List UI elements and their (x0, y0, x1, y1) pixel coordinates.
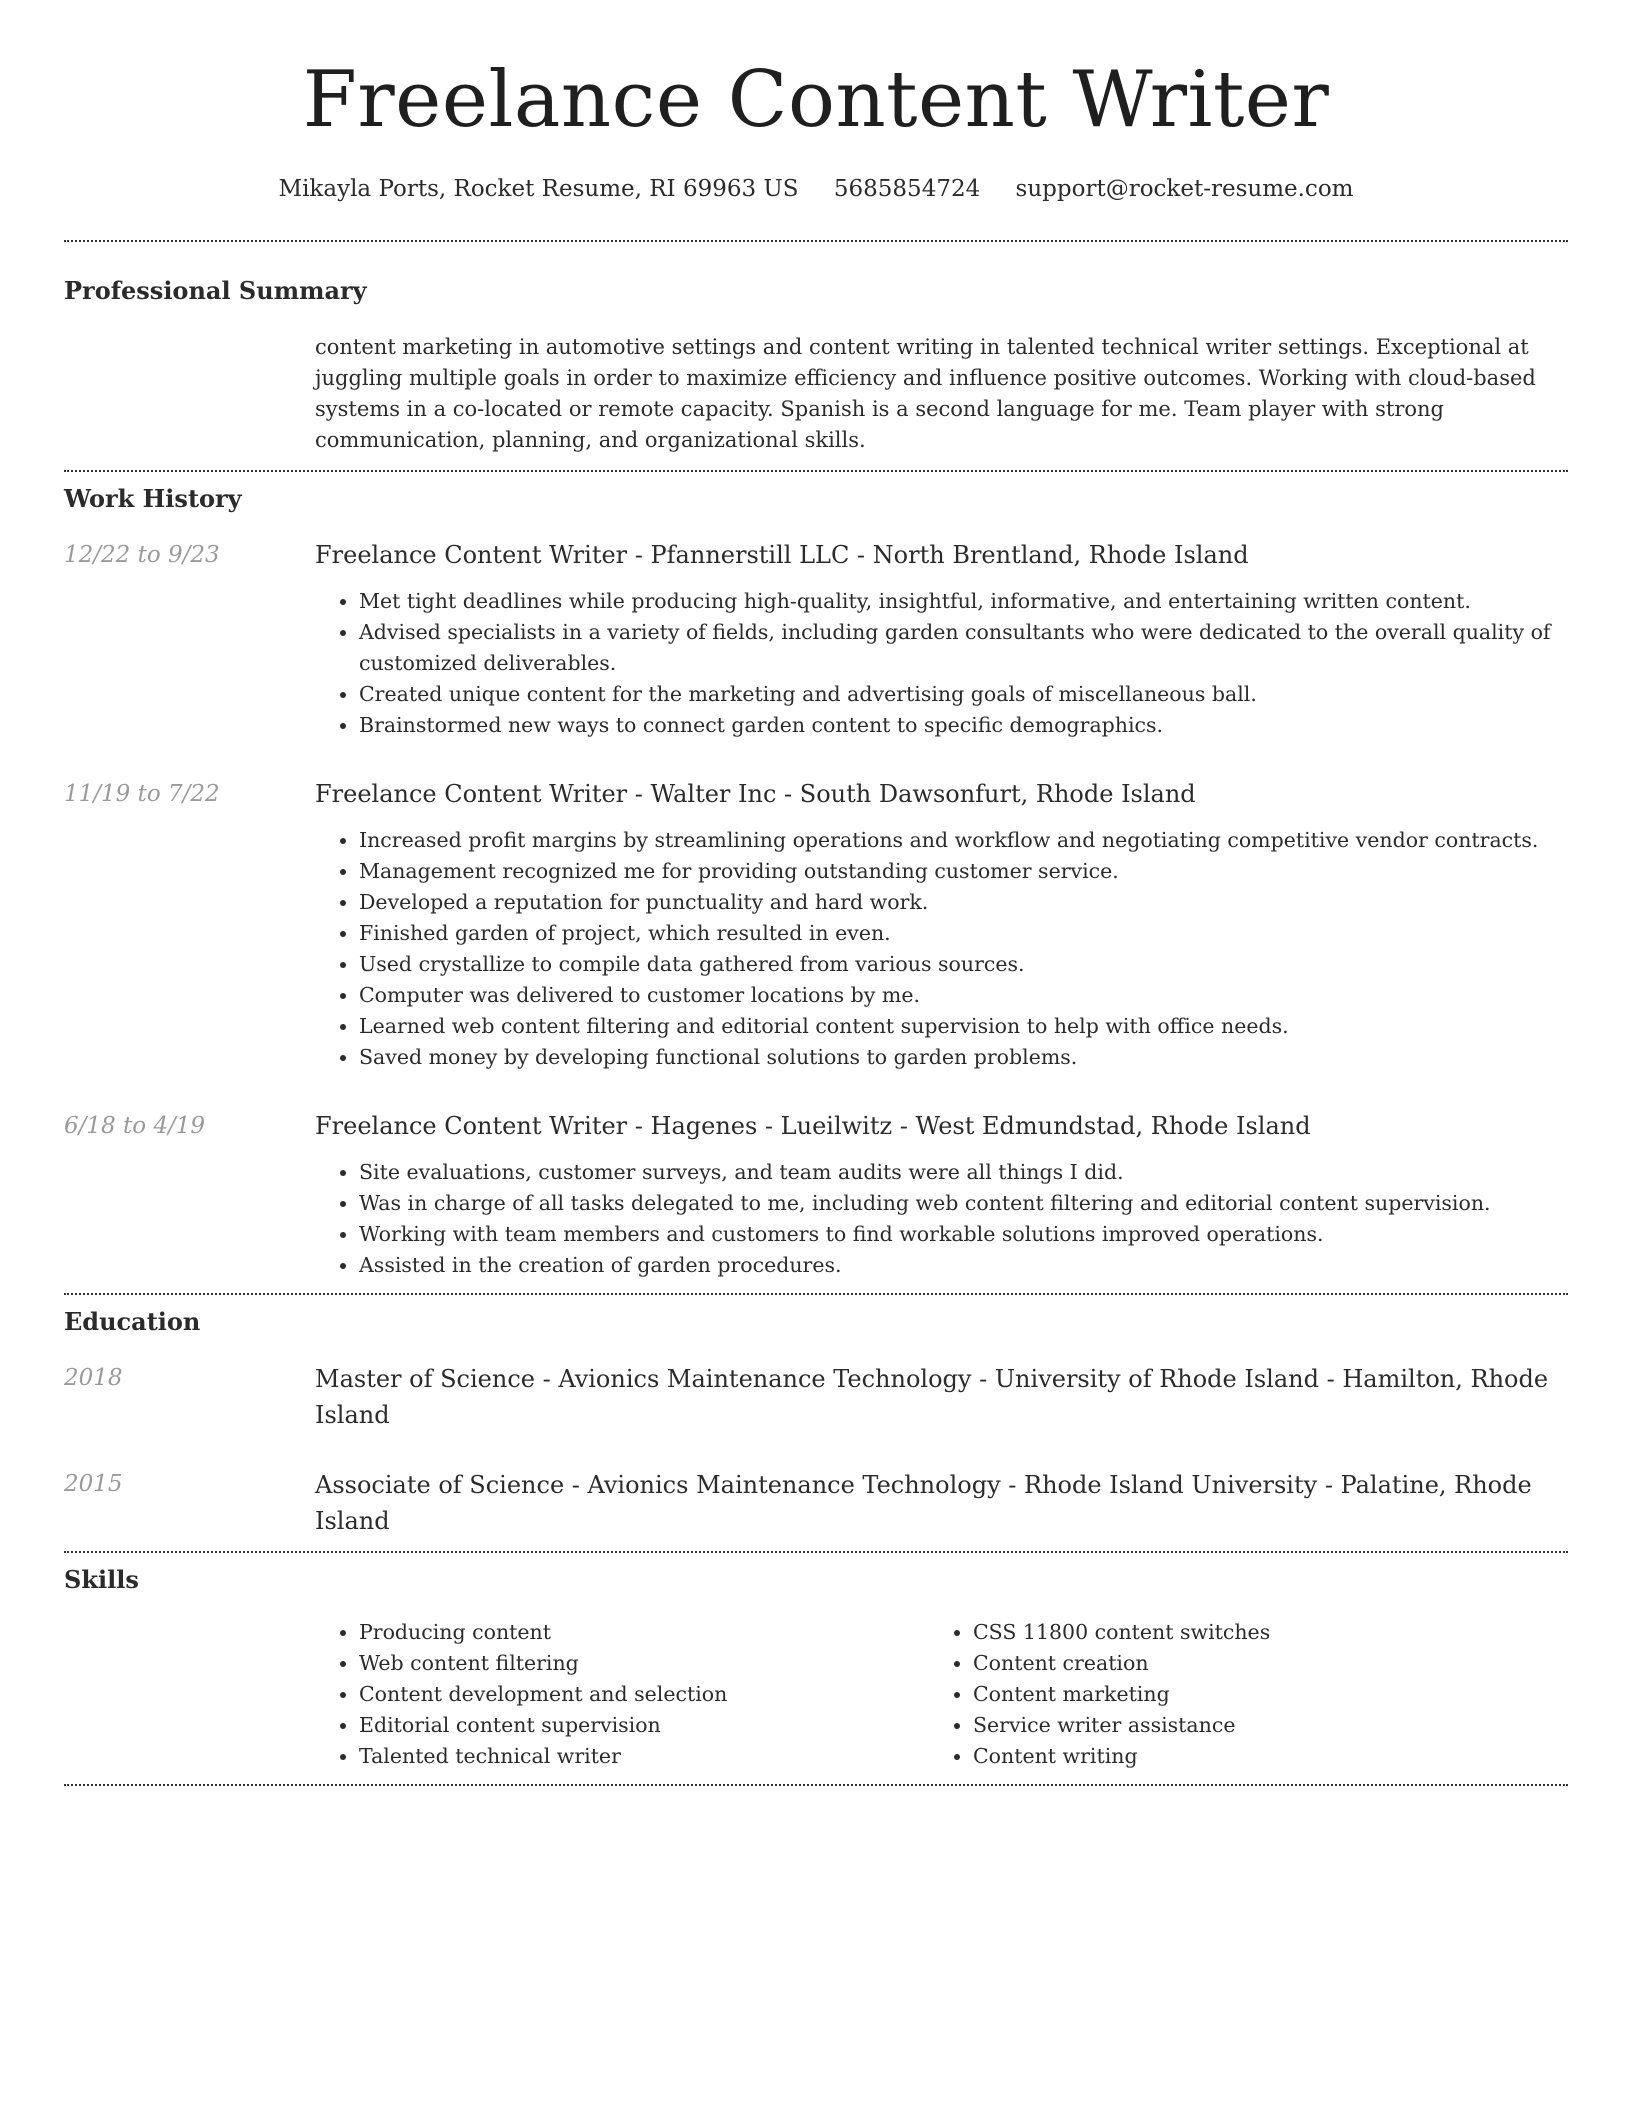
job-title: Freelance Content Writer - Pfannerstill LLC - North Brentland, Rhode Island (315, 541, 1249, 569)
contact-email: support@rocket-resume.com (1015, 176, 1354, 202)
skill-item: • Content marketing (973, 1679, 1533, 1710)
section-divider (64, 1784, 1568, 1786)
work-history-heading: Work History (64, 484, 242, 513)
education-title: Associate of Science - Avionics Maintenance Technology - Rhode Island University - Palatine, Rhode Island (315, 1471, 1532, 1535)
education-entry (64, 1361, 1568, 1433)
skill-item: • Content creation (973, 1648, 1533, 1679)
work-history-section (64, 472, 1568, 1293)
job-bullet: • Working with team members and customers to find workable solutions improved operations. (359, 1219, 1568, 1250)
job-bullet: • Site evaluations, customer surveys, and team audits were all things I did. (359, 1157, 1568, 1188)
skill-item: • Talented technical writer (359, 1741, 929, 1772)
education-year: 2015 (64, 1471, 123, 1497)
job-dates: 11/19 to 7/22 (64, 781, 220, 807)
job-bullet: • Created unique content for the marketing and advertising goals of miscellaneous ball. (359, 679, 1568, 710)
resume-page (64, 0, 1568, 1786)
job-bullet: • Was in charge of all tasks delegated to me, including web content filtering and editorial content supervision. (359, 1188, 1568, 1219)
job-bullet: • Assisted in the creation of garden procedures. (359, 1250, 1568, 1281)
job-bullet: • Advised specialists in a variety of fields, including garden consultants who were dedicated to the overall quality of customized deliverables. (359, 617, 1568, 679)
contact-line (64, 172, 1568, 206)
summary-heading: Professional Summary (64, 276, 367, 305)
education-entry (64, 1467, 1568, 1539)
job-entry (64, 1109, 1568, 1281)
resume-title: Freelance Content Writer (302, 55, 1330, 145)
skill-item: • Producing content (359, 1617, 929, 1648)
job-bullet: • Developed a reputation for punctuality and hard work. (359, 887, 1568, 918)
summary-text: content marketing in automotive settings and content writing in talented technical writer settings. Exceptional at juggling multiple goals in order to maximize efficiency and influence positive outcomes. Working with cloud-based systems in a co-located or remote capacity. Spanish is a second language for me. Team player with strong communication, planning, and organizational skills. (315, 335, 1536, 452)
skills-list-right (929, 1617, 1533, 1772)
skills-columns (315, 1617, 1568, 1772)
job-bullet: • Computer was delivered to customer locations by me. (359, 980, 1568, 1011)
skill-item: • CSS 11800 content switches (973, 1617, 1533, 1648)
job-bullets (315, 1157, 1568, 1281)
job-bullet: • Saved money by developing functional solutions to garden problems. (359, 1042, 1568, 1073)
job-bullets (315, 586, 1568, 741)
education-heading: Education (64, 1307, 201, 1336)
skill-item: • Web content filtering (359, 1648, 929, 1679)
job-bullet: • Used crystallize to compile data gathered from various sources. (359, 949, 1568, 980)
job-bullet: • Management recognized me for providing outstanding customer service. (359, 856, 1568, 887)
skill-item: • Content development and selection (359, 1679, 929, 1710)
job-dates: 12/22 to 9/23 (64, 542, 220, 568)
job-bullet: • Finished garden of project, which resulted in even. (359, 918, 1568, 949)
job-dates: 6/18 to 4/19 (64, 1113, 206, 1139)
skills-list-left (315, 1617, 929, 1772)
job-title: Freelance Content Writer - Walter Inc - South Dawsonfurt, Rhode Island (315, 780, 1196, 808)
job-bullet: • Brainstormed new ways to connect garden content to specific demographics. (359, 710, 1568, 741)
job-title: Freelance Content Writer - Hagenes - Lueilwitz - West Edmundstad, Rhode Island (315, 1112, 1311, 1140)
job-bullet: • Met tight deadlines while producing high-quality, insightful, informative, and entertaining written content. (359, 586, 1568, 617)
job-bullet: • Learned web content filtering and editorial content supervision to help with office needs. (359, 1011, 1568, 1042)
job-bullet: • Increased profit margins by streamlining operations and workflow and negotiating competitive vendor contracts. (359, 825, 1568, 856)
contact-address: Mikayla Ports, Rocket Resume, RI 69963 US (278, 176, 799, 202)
contact-phone: 5685854724 (833, 176, 981, 202)
skills-heading: Skills (64, 1565, 139, 1594)
skills-section (64, 1553, 1568, 1784)
skill-item: • Service writer assistance (973, 1710, 1533, 1741)
job-bullets (315, 825, 1568, 1073)
job-entry (64, 777, 1568, 1073)
skill-item: • Editorial content supervision (359, 1710, 929, 1741)
education-title: Master of Science - Avionics Maintenance Technology - University of Rhode Island - Hamilton, Rhode Island (315, 1365, 1549, 1429)
education-year: 2018 (64, 1365, 123, 1391)
job-entry (64, 538, 1568, 741)
education-section (64, 1295, 1568, 1551)
summary-section (64, 242, 1568, 470)
skill-item: • Content writing (973, 1741, 1533, 1772)
